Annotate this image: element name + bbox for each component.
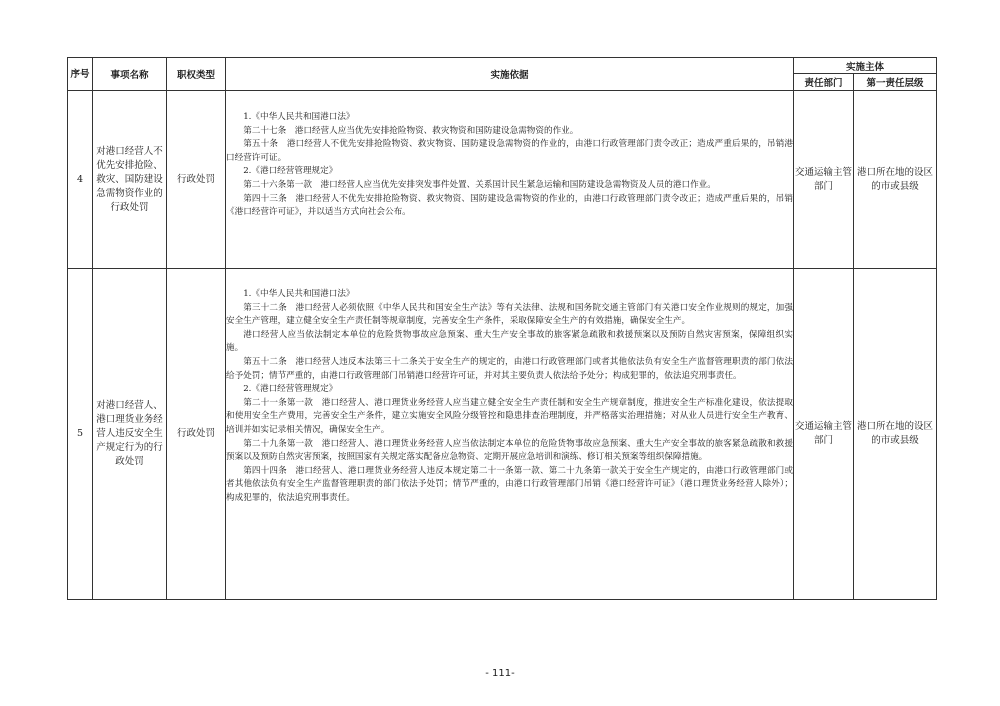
basis-paragraph: 第二十一条第一款 港口经营人、港口理货业务经营人应当建立健全安全生产责任制和安全生产规章制度，推进安全生产标准化建设，依法提取和使用安全生产费用，完善安全生产条件，建立实施安全风险分级管控和隐患排查治理制度，并严格落实治理措施；对从业人员进行安全生产教育、培训并如实记录相关情况，确保安全生产。 bbox=[226, 397, 793, 435]
header-seq: 序号 bbox=[68, 58, 93, 91]
header-basis: 实施依据 bbox=[226, 58, 794, 91]
row-seq: 5 bbox=[68, 269, 93, 600]
page-number: - 111- bbox=[485, 668, 515, 679]
basis-paragraph: 第二十六条第一款 港口经营人应当优先安排突发事件处置、关系国计民生紧急运输和国防建设急需物资及人员的港口作业。 bbox=[243, 179, 716, 190]
basis-paragraph: 第三十二条 港口经营人必须依照《中华人民共和国安全生产法》等有关法律、法规和国务院交通主管部门有关港口安全作业规则的规定，加强安全生产管理，建立健全安全生产责任制等规章制度，完善安全生产条件，采取保障安全生产的有效措施，确保安全生产。 bbox=[226, 302, 793, 327]
basis-paragraph: 2.《港口经营管理规定》 bbox=[243, 166, 338, 177]
row-dept: 交通运输主管部门 bbox=[794, 269, 854, 600]
basis-paragraph: 2.《港口经营管理规定》 bbox=[243, 384, 338, 395]
basis-paragraph: 第五十条 港口经营人不优先安排抢险物资、救灾物资、国防建设急需物资的作业的，由港口行政管理部门责令改正；造成严重后果的，吊销港口经营许可证。 bbox=[226, 139, 793, 163]
row-basis bbox=[226, 269, 794, 600]
table-header-row bbox=[68, 58, 937, 74]
header-type: 职权类型 bbox=[167, 58, 226, 91]
header-dept: 责任部门 bbox=[794, 74, 854, 91]
basis-paragraph: 1.《中华人民共和国港口法》 bbox=[243, 112, 355, 122]
basis-paragraph: 第五十二条 港口经营人违反本法第三十二条关于安全生产的规定的，由港口行政管理部门或者其他依法负有安全生产监督管理职责的部门依法给予处罚；情节严重的，由港口行政管理部门吊销港口经营许可证，并对其主要负责人依法给予处分；构成犯罪的，依法追究刑事责任。 bbox=[226, 356, 793, 381]
basis-paragraph: 第四十三条 港口经营人不优先安排抢险物资、救灾物资、国防建设急需物资的作业的，由港口行政管理部门责令改正；造成严重后果的，吊销《港口经营许可证》，并以适当方式向社会公布。 bbox=[226, 193, 793, 218]
table-row bbox=[68, 269, 937, 600]
basis-paragraph: 1.《中华人民共和国港口法》 bbox=[243, 289, 355, 299]
row-level: 港口所在地的设区的市或县级 bbox=[854, 91, 937, 269]
row-seq: 4 bbox=[68, 91, 93, 269]
table-row bbox=[68, 91, 937, 269]
basis-paragraph: 第二十九条第一款 港口经营人、港口理货业务经营人应当依法制定本单位的危险货物事故应急预案、重大生产安全事故的旅客紧急疏散和救援预案以及预防自然灾害预案，按照国家有关规定落实配备应急物资、定期开展应急培训和演练、修订相关预案等组织保障措施。 bbox=[226, 438, 793, 463]
row-name: 对港口经营人、港口理货业务经营人违反安全生产规定行为的行政处罚 bbox=[93, 269, 167, 600]
enforcement-table bbox=[67, 57, 937, 600]
header-name: 事项名称 bbox=[93, 58, 167, 91]
row-dept: 交通运输主管部门 bbox=[794, 91, 854, 269]
basis-paragraph: 第四十四条 港口经营人、港口理货业务经营人违反本规定第二十一条第一款、第二十九条第一款关于安全生产规定的，由港口行政管理部门或者其他依法负有安全生产监督管理职责的部门依法予处罚；情节严重的，由港口行政管理部门吊销《港口经营许可证》（港口理货业务经营人除外）；构成犯罪的，依法追究刑事责任。 bbox=[226, 465, 793, 503]
row-type: 行政处罚 bbox=[167, 269, 226, 600]
header-level: 第一责任层级 bbox=[854, 74, 937, 91]
row-type: 行政处罚 bbox=[167, 91, 226, 269]
row-basis bbox=[226, 91, 794, 269]
row-name: 对港口经营人不优先安排抢险、救灾、国防建设急需物资作业的行政处罚 bbox=[93, 91, 167, 269]
header-subject: 实施主体 bbox=[794, 58, 937, 74]
basis-paragraph: 第二十七条 港口经营人应当优先安排抢险物资、救灾物资和国防建设急需物资的作业。 bbox=[243, 125, 579, 136]
basis-paragraph: 港口经营人应当依法制定本单位的危险货物事故应急预案、重大生产安全事故的旅客紧急疏散和救援预案以及预防自然灾害预案，保障组织实施。 bbox=[226, 329, 793, 354]
row-level: 港口所在地的设区的市或县级 bbox=[854, 269, 937, 600]
